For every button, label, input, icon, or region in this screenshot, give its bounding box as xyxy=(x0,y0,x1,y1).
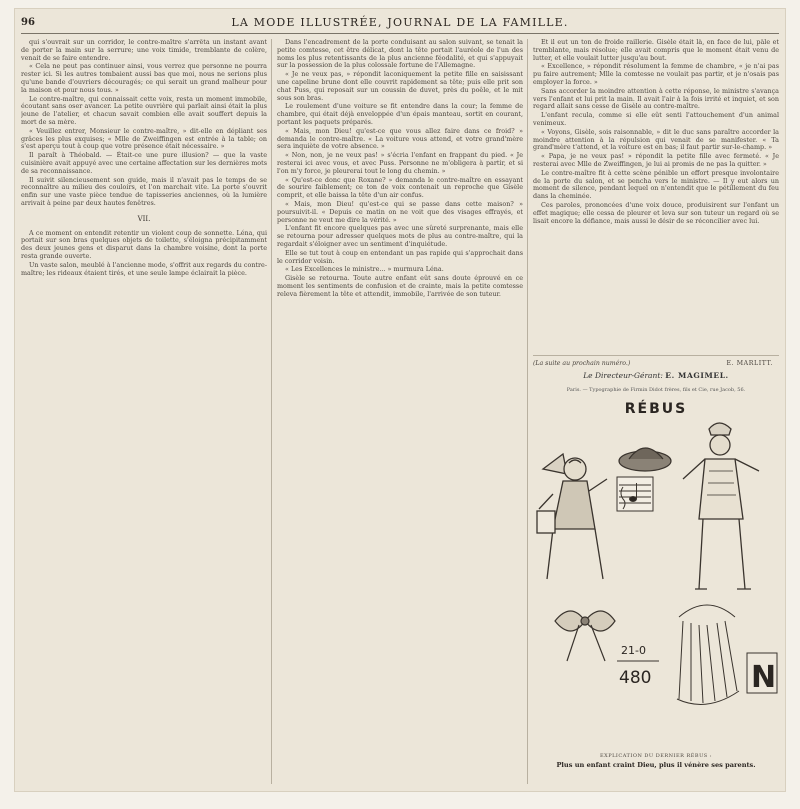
paragraph: Il paraît à Théobald. — Était-ce une pure illusion? — que la vaste cuisinière avait appuyé avec une certaine affectation sur les dernières mots de sa reconnaissance. xyxy=(21,151,267,175)
paragraph: Elle se tut tout à coup en entendant un pas rapide qui s'approchait dans le corridor voisin. xyxy=(277,248,523,265)
column-3 xyxy=(533,39,779,379)
paragraph: « Mais, mon Dieu! qu'est-ce que vous allez faire dans ce froid? » demanda le contre-maître. « La voiture vous attend, et votre grand'mère sera inquiète de votre absence. » xyxy=(277,126,523,151)
paragraph: « Non, non, je ne veux pas! » s'écria l'enfant en frappant du pied. « Je resterai ici avec vous, et avec Puss. Personne ne m'obligera à partir, et si l'on m'y force, je pleurerai tout le long du chemin. » xyxy=(277,151,523,175)
rebus-figure-right-icon xyxy=(683,423,759,589)
page-header xyxy=(21,17,779,34)
rebus-number-bottom: 480 xyxy=(619,668,652,688)
paragraph: Gisèle se retourna. Toute autre enfant eût sans doute éprouvé en ce moment les sentiments de confusion et de crainte, mais la petite comtesse releva fièrement la tête et attendit, immobile, l'arrivée de son tuteur. xyxy=(277,274,523,298)
rebus-hat-icon xyxy=(619,448,671,471)
paragraph: Un vaste salon, meublé à l'ancienne mode, s'offrit aux regards du contre-maître; les rideaux étaient tirés, et une seule lampe éclairait la pièce. xyxy=(21,260,267,277)
paragraph: L'enfant recula, comme si elle eût senti l'attouchement d'un animal venimeux. xyxy=(533,111,779,127)
newspaper-page xyxy=(15,9,785,791)
end-note xyxy=(533,355,779,367)
column-2-body xyxy=(277,39,523,299)
rebus-title: RÉBUS xyxy=(624,401,688,417)
paragraph: Dans l'encadrement de la porte conduisant au salon suivant, se tenait la petite comtesse, cet être délicat, dont la tête portait l'auréole de l'un des noms les plus retentissants de la plus ancienne féodalité, et qui s'appuyait sur la possession de la plus colossale fortune de l'Allemagne. xyxy=(277,39,523,70)
director-name: E. MAGIMEL. xyxy=(665,371,729,380)
paragraph: Il suivit silencieusement son guide, mais il n'avait pas le temps de se reconnaître au milieu des couloirs, et l'on marchait vite. La porte s'ouvrit enfin sur une vaste pièce tendue de tapisseries anciennes, où la lumière arrivait à peine par deux hautes fenêtres. xyxy=(21,175,267,207)
paragraph: Le roulement d'une voiture se fit entendre dans la cour; la femme de chambre, qui était déjà enveloppée d'un épais manteau, sortit en courant, portant les paquets préparés. xyxy=(277,102,523,126)
paragraph: « Je ne veux pas, » répondit laconiquement la petite fille en saisissant une capeline brune dont elle couvrit rapidement sa tête; puis elle prit son chat Puss, qui reposait sur un coussin de duvet, près du poêle, et le mit sous son bras. xyxy=(277,70,523,102)
rebus-explanation-label: EXPLICATION DU DERNIER RÉBUS : xyxy=(600,753,712,759)
paragraph: « Papa, je ne veux pas! » répondit la petite fille avec fermeté. « Je resterai avec Mlle de Zweiffingen, je lui ai promis de ne pas la quitter. » xyxy=(533,152,779,168)
paragraph: « Qu'est-ce donc que Roxane? » demanda le contre-maître en essayant de sourire faiblement; ce ton de voix contenait un reproche que Gisèle comprit, et elle baissa la tête d'un air confus. xyxy=(277,175,523,200)
rebus-music-icon xyxy=(617,477,653,511)
column-divider xyxy=(271,39,272,784)
rebus-necklace-icon xyxy=(677,605,739,704)
author-signature: E. MARLITT. xyxy=(726,360,773,367)
paragraph: Sans accorder la moindre attention à cette réponse, le ministre s'avança vers l'enfant et lui prit la main. Il avait l'air à la fois irrité et inquiet, et son regard allait sans cesse de Gisèle au contre-maître. xyxy=(533,86,779,111)
paragraph: Le contre-maître fit à cette scène pénible un effort presque involontaire de la porte du salon, et se pencha vers le ministre. — Il y eut alors un moment de silence, pendant lequel on n'entendit que le pétillement du feu dans la cheminée. xyxy=(533,168,779,201)
paragraph: qui s'ouvrait sur un corridor, le contre-maître s'arrêta un instant avant de porter la main sur la serrure; une voix timide, tremblante de colère, venait de se faire entendre. xyxy=(21,39,267,62)
rebus-section xyxy=(533,399,779,789)
column-divider xyxy=(527,39,528,784)
rebus-number-top: 21-0 xyxy=(621,644,646,657)
paragraph: « Cela ne peut pas continuer ainsi, vous verrez que personne ne pourra rester ici. Si les autres tombaient aussi bas que moi, nous ne serions plus qu'une bande d'ouvriers découragés; ce qui serait un grand malheur pour la maison et pour nous tous. » xyxy=(21,62,267,94)
page-number: 96 xyxy=(21,17,35,28)
director-label: Le Directeur-Gérant: xyxy=(583,371,663,380)
rebus-letter: N xyxy=(751,660,777,695)
continuation-note: (La suite au prochain numéro.) xyxy=(533,360,631,367)
rebus-bow-icon xyxy=(555,611,615,661)
column-2 xyxy=(277,39,523,787)
paragraph: « Mais, mon Dieu! qu'est-ce qui se passe dans cette maison? » poursuivit-il. « Depuis ce matin on ne voit que des visages effrayés, et personne ne veut me dire la vérité. » xyxy=(277,199,523,224)
chapter-heading: VII. xyxy=(137,214,151,223)
paragraph: « Voyons, Gisèle, sois raisonnable, » dit le duc sans paraître accorder la moindre attention à la répulsion qui venait de se manifester. « Ta grand'mère t'attend, et la voiture est en bas; il faut partir sur-le-champ. » xyxy=(533,127,779,152)
paragraph: « Les Excellences le ministre... » murmura Léna. xyxy=(285,265,444,274)
paragraph: Ces paroles, prononcées d'une voix douce, produisirent sur l'enfant un effet magique; elle cessa de pleurer et leva sur son tuteur un regard où se lisait encore la défiance, mais aussi le désir de se réconcilier avec lui. xyxy=(533,200,779,225)
rebus-illustration xyxy=(533,399,779,749)
paragraph: « Excellence, » répondit résolument la femme de chambre, « je n'ai pas pu faire autrement; Mlle la comtesse ne voulait pas partir, et je n'osais pas employer la force. » xyxy=(533,62,779,86)
printer-imprint: Paris. — Typographie de Firmin Didot frères, fils et Cie, rue Jacob, 56. xyxy=(566,387,746,393)
paragraph: L'enfant fit encore quelques pas avec une sûreté surprenante, mais elle se retourna pour adresser quelques mots de plus au contre-maître, qui la regardait s'éloigner avec un sentiment d'inquiétude. xyxy=(277,224,523,248)
paragraph: A ce moment on entendit retentir un violent coup de sonnette. Léna, qui portait sur son bras quelques objets de toilette, s'éloigna précipitamment des deux jeunes gens et disparut dans la chambre voisine, dont la porte resta grande ouverte. xyxy=(21,228,267,260)
director-line xyxy=(533,371,779,380)
column-1 xyxy=(21,39,267,787)
paragraph: Et il eut un ton de froide raillerie. Gisèle était là, en face de lui, pâle et tremblante, mais résolue; elle avait compris que le moment était venu de lutter, et elle voulait lutter jusqu'au bout. xyxy=(533,39,779,62)
rebus-figure-left-icon xyxy=(537,454,607,579)
column-1-body xyxy=(21,39,267,208)
column-3-body xyxy=(533,39,779,225)
paragraph: « Veuillez entrer, Monsieur le contre-maître, » dit-elle en dépliant ses grâces les plus exquises; « Mlle de Zweiffingen est entrée à la table; on s'est aperçu tout à coup que votre présence était nécessaire. » xyxy=(21,126,267,151)
running-title: LA MODE ILLUSTRÉE, JOURNAL DE LA FAMILLE. xyxy=(231,16,569,29)
column-1-after-chapter xyxy=(21,230,267,278)
rebus-answer: Plus un enfant craint Dieu, plus il vénère ses parents. xyxy=(556,761,756,769)
paragraph: Le contre-maître, qui connaissait cette voix, resta un moment immobile, écoutant sans oser avancer. La petite ouvrière qui parlait ainsi était la plus jeune de l'atelier, et chacun savait combien elle avait souffert depuis la mort de sa mère. xyxy=(21,94,267,126)
